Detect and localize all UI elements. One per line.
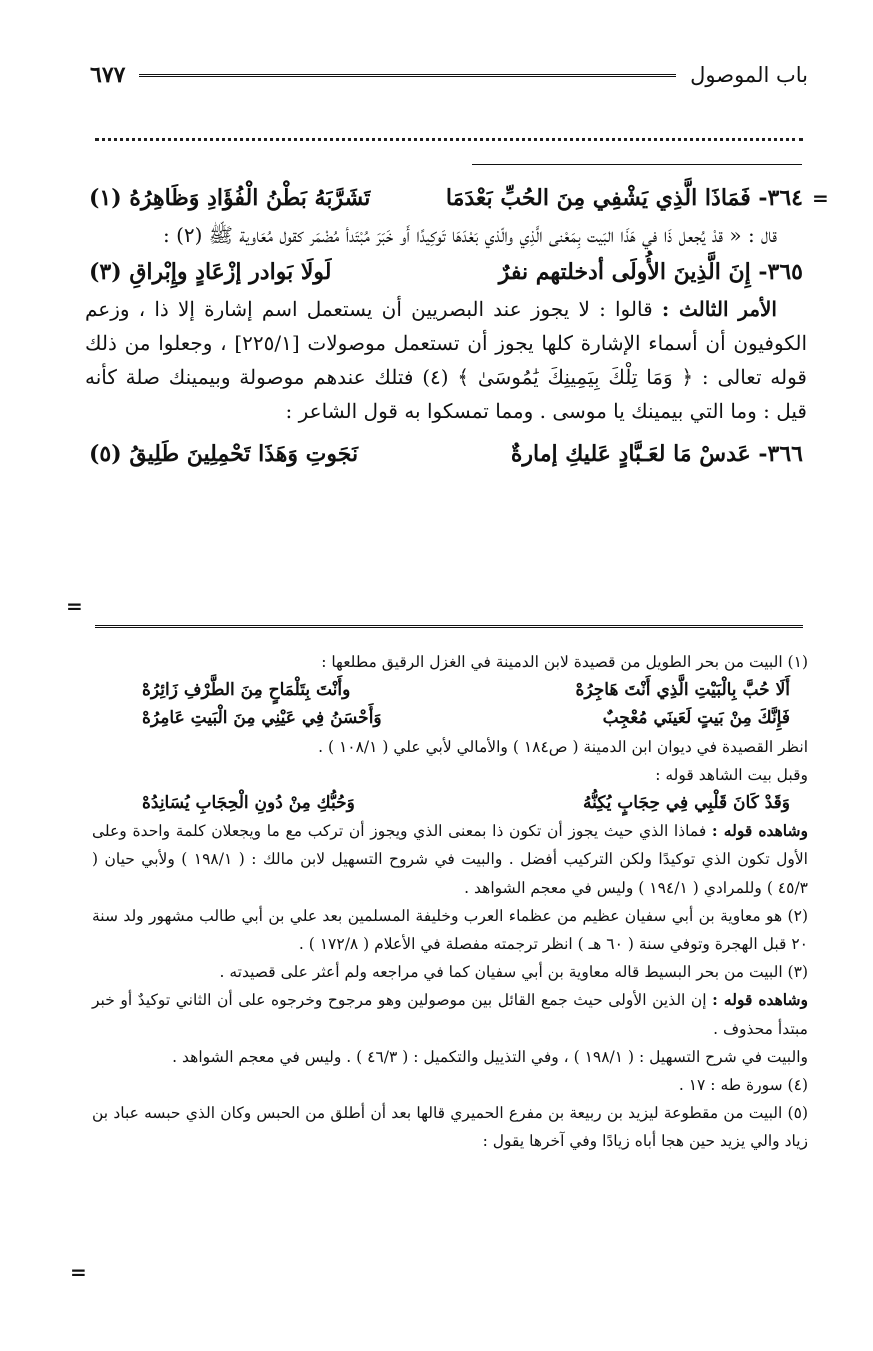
verse-first-half: فَإِنَّكَ مِنْ بَيتٍ لَعَينَي مُعْجِبٌ	[602, 708, 790, 729]
paragraph: قال : « قدْ يُجعل ذَا في هَذَا البَيت بِمَعْنى الَّذِي والّذي بَعْدَهَا تَوكِيدًا أَو خَبَرَ مُبْتَدأ مُضْمَر كقول مُعَاوية ﷺ (٢) :	[162, 223, 777, 247]
footnote-1-intro: (١) البيت من بحر الطويل من قصيدة لابن الدمينة في الغزل الرقيق مطلعها :	[321, 653, 808, 671]
footnote-3-source: والبيت في شرح التسهيل : ( ١٩٨/١ ) ، وفي التذييل والتكميل : ( ٤٦/٣ ) . وليس في معجم الشواهد .	[172, 1047, 808, 1066]
margin-mark-verse: =	[66, 594, 83, 618]
witness-lead: وشاهده قوله :	[711, 821, 808, 841]
verse-second-half: وَأَحْسَنُ فِي عَيْنِي مِنَ الْبَيتِ عَامِرُهْ	[142, 708, 382, 729]
verse-first-half: وَقَدْ كَانَ قَلْبِي فِي حِجَابٍ يُكِنُّهُ	[583, 792, 790, 813]
verse-second-half: لَولَا بَوادر إزْعَادٍ وإِبْراقِ (٣)	[89, 259, 332, 285]
verse-366	[85, 434, 807, 474]
footnote-1-source: انظر القصيدة في ديوان ابن الدمينة ( ص١٨٤ ) والأمالي لأبي علي ( ١٠٨/١ ) .	[318, 737, 808, 756]
footnote-5: (٥) البيت من مقطوعة ليزيد بن ربيعة بن مفرع الحميري قالها بعد أن أطلق من الحبس وكان الذي حبسه عباد بن زياد والي يزيد حين هجا أباه زيادًا وفي آخرها يقول :	[92, 1104, 808, 1151]
witness-body: إن الذين الأولى حيث جمع القائل بين موصولين وهو مرجوح وخرجوه على أن الثاني توكيدٌ أو خبر مبتدأ محذوف .	[92, 991, 808, 1038]
verse-364	[85, 178, 807, 218]
page-number: ٦٧٧	[90, 62, 126, 88]
margin-mark-top: =	[812, 186, 829, 210]
verse-second-half: وَحُبُّكِ مِنْ دُونِ الْحِجَابِ يُسَانِدُهْ	[142, 792, 355, 813]
footnote-3-witness	[92, 986, 808, 1042]
dotted-separator	[95, 128, 803, 141]
footnote-1-witness	[92, 817, 808, 902]
footnotes	[92, 648, 808, 1156]
footnote-verse	[92, 789, 808, 817]
margin-mark-bottom: =	[70, 1260, 87, 1284]
footnote-verse	[92, 676, 808, 704]
verse-first-half: أَلَا حُبَّ بِالْبَيْتِ الَّذِي أَنْتَ هَاجِرُهْ	[575, 680, 790, 701]
paragraph-lead: الأمر الثالث :	[661, 297, 777, 321]
verse-second-half: تَشَرَّبَهُ بَطْنُ الْفُؤَادِ وَظَاهِرُهُ (١)	[89, 185, 371, 211]
footnote-1-before: وقبل بيت الشاهد قوله :	[655, 765, 808, 784]
footnote-verse	[92, 704, 808, 732]
verse-second-half: وأَنْتَ بِتَلْمَاحٍ مِنَ الطَّرْفِ زَائِرُهْ	[142, 680, 351, 701]
paragraph	[85, 292, 807, 428]
footnote-3: (٣) البيت من بحر البسيط قاله معاوية بن أبي سفيان كما في مراجعه ولم أعثر على قصيدته .	[219, 963, 808, 982]
witness-body: فماذا الذي حيث يجوز أن تكون ذا بمعنى الذي ويجوز أن تركب مع ما ويجعلان كلمة واحدة وعلى الأول تكون الذي توكيدًا ولكن التركيب أفضل . والبيت في شروح التسهيل لابن مالك : ( ١٩٨/١ ) ولأبي حيان ( ٤٥/٣ ) وللمرادي ( ١٩٤/١ ) وليس في معجم الشواهد .	[92, 822, 808, 897]
witness-lead: وشاهده قوله :	[712, 990, 809, 1010]
verse-first-half: ٣٦٥- إِنَ الَّذِينَ الأُولَى أدخلتهم نفرٌ	[498, 259, 803, 285]
header-rule	[139, 74, 676, 77]
verse-second-half: نَجَوتِ وَهَذَا تَحْمِلِينَ طَلِيقُ (٥)	[89, 441, 359, 467]
footnote-4: (٤) سورة طه : ١٧ .	[678, 1076, 808, 1094]
chapter-title: باب الموصول	[690, 63, 808, 87]
paragraph-body: قالوا : لا يجوز عند البصريين أن يستعمل اسم إشارة إلا ذا ، وزعم الكوفيون أن أسماء الإشارة كلها يجوز أن تستعمل موصولات [٢٢٥/١] ، وجعلوا من ذلك قوله تعالى : ﴿ وَمَا تِلْكَ بِيَمِينِكَ يَٰمُوسَىٰ ﴾ (٤) فتلك عندهم موصولة وبيمينك صلة كأنه قيل : وما التي بيمينك يا موسى . ومما تمسكوا به قول الشاعر :	[85, 297, 807, 423]
verse-first-half: ٣٦٤- فَمَاذَا الَّذِي يَشْفِي مِنَ الحُبِّ بَعْدَمَا	[445, 185, 803, 211]
short-rule	[472, 164, 802, 165]
running-header	[90, 58, 808, 92]
verse-365	[85, 252, 807, 292]
footnote-2: (٢) هو معاوية بن أبي سفيان عظيم من عظماء العرب وخليفة المسلمين بعد علي بن أبي طالب مشهور ولد سنة ٢٠ قبل الهجرة وتوفي سنة ( ٦٠ هـ ) انظر ترجمته مفصلة في الأعلام ( ١٧٢/٨ ) .	[92, 906, 808, 953]
main-text	[85, 178, 807, 474]
verse-first-half: ٣٦٦- عَدسْ مَا لعَـبَّادٍ عَليكِ إمارةٌ	[510, 441, 803, 467]
footnote-separator	[95, 625, 803, 628]
